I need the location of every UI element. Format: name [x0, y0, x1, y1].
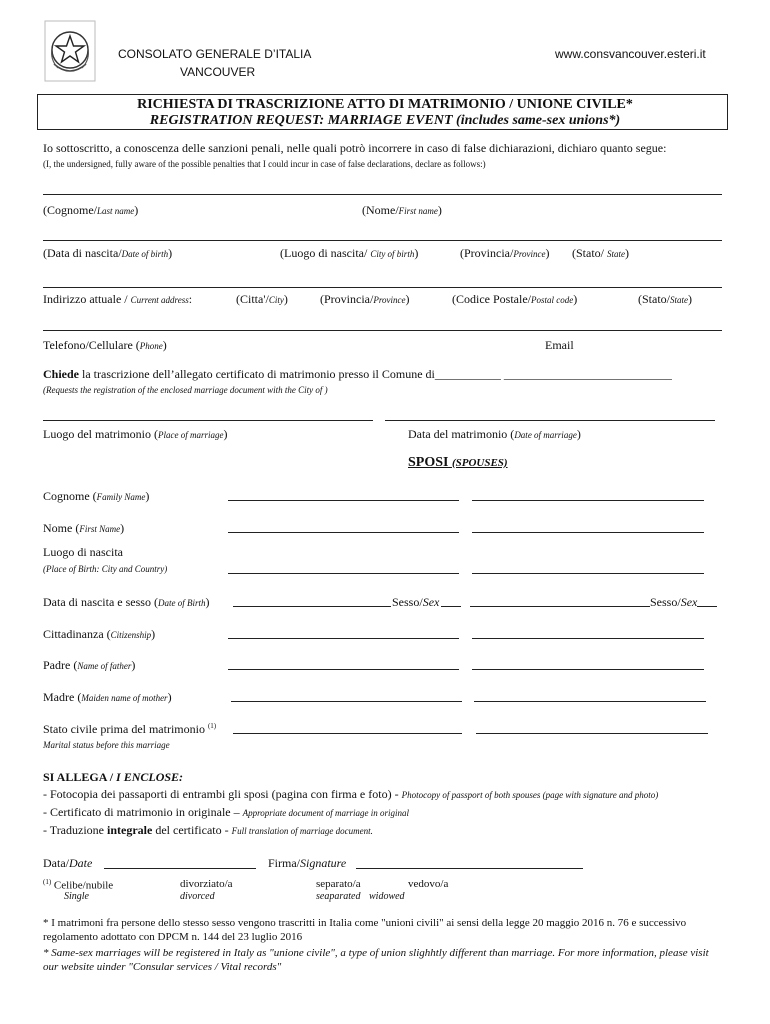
date-field[interactable] — [104, 868, 256, 869]
last-name-label: (Cognome/Last name) — [43, 203, 139, 217]
marital-option-divorced-en: divorced — [180, 891, 215, 902]
spouse2-family-name-field[interactable] — [472, 500, 704, 501]
spouse2-father-field[interactable] — [472, 669, 704, 670]
spouse1-marital-field[interactable] — [233, 733, 462, 734]
marriage-date-field[interactable] — [385, 420, 715, 421]
marital-option-widowed: vedovo/a — [408, 878, 449, 890]
birth-field[interactable] — [43, 240, 722, 241]
email-label: Email — [545, 338, 574, 352]
spouse-row-mother: Madre (Maiden name of mother) — [43, 690, 172, 704]
first-name-label: (Nome/First name) — [362, 203, 442, 217]
website-link[interactable]: www.consvancouver.esteri.it — [555, 47, 706, 61]
spouse1-family-name-field[interactable] — [228, 500, 459, 501]
footnote-italian: * I matrimoni fra persone dello stesso sesso vengono trascritti in Italia come "unioni civili" ai sensi della legge 20 maggio 2016 n. 76 e successivo regolamento adottato con DPCM n. 144 del 23 luglio 2016 — [43, 917, 687, 943]
enclosure-certificate: - Certificato di matrimonio in originale – Appropriate document of marriage in original — [43, 805, 410, 819]
spouse-row-family-name: Cognome (Family Name) — [43, 489, 150, 503]
spouse-row-birthplace: Luogo di nascita — [43, 545, 123, 559]
postal-code-label: (Codice Postale/Postal code) — [452, 292, 578, 306]
marriage-date-label: Data del matrimonio (Date of marriage) — [408, 427, 581, 441]
contact-field[interactable] — [43, 330, 722, 331]
spouse2-sex-field[interactable] — [697, 606, 717, 607]
province-label: (Provincia/Province) — [460, 246, 550, 260]
spouse-row-marital-status: Stato civile prima del matrimonio $^{(1)}$ — [43, 722, 217, 736]
enclosures-heading: SI ALLEGA / I ENCLOSE: — [43, 770, 184, 784]
name-field[interactable] — [43, 194, 722, 195]
marriage-place-label: Luogo del matrimonio (Place of marriage) — [43, 427, 228, 441]
marital-option-single: $^{(1)}$ Celibe/nubile — [43, 878, 114, 892]
intro-italian: Io sottoscritto, a conoscenza delle sanzioni penali, nelle quali potrò incorrere in caso di false dichiarazioni, dichiaro quanto segue: — [43, 141, 667, 155]
enclosure-passports: - Fotocopia dei passaporti di entrambi gli sposi (pagina con firma e foto) - Photocopy of passport of both spouses (page with signature and photo) — [43, 787, 659, 801]
phone-label: Telefono/Cellulare (Phone) — [43, 338, 167, 352]
consulate-name: CONSOLATO GENERALE D’ITALIA — [118, 47, 312, 61]
marital-option-separated: separato/a — [316, 878, 361, 890]
italian-republic-emblem-icon — [44, 20, 96, 82]
comune-field[interactable]: ___________ ____________________________ — [434, 367, 672, 381]
marital-option-single-en: Single — [64, 891, 89, 902]
city-label: (Citta'/City) — [236, 292, 288, 306]
consulate-city: VANCOUVER — [180, 65, 256, 79]
spouse-row-birth-sex: Data di nascita e sesso (Date of Birth) — [43, 595, 210, 609]
address-label: Indirizzo attuale / Current address: — [43, 292, 193, 306]
birth-date-label: (Data di nascita/Date of birth) — [43, 246, 173, 260]
spouse1-mother-field[interactable] — [231, 701, 462, 702]
spouse2-sex-label: Sesso/Sex — [650, 595, 698, 609]
request-english: (Requests the registration of the enclosed marriage document with the City of ) — [43, 385, 328, 395]
spouse2-marital-field[interactable] — [476, 733, 708, 734]
marital-option-separated-en: seaparated — [316, 891, 361, 902]
signature-field[interactable] — [356, 868, 583, 869]
form-title: RICHIESTA DI TRASCRIZIONE ATTO DI MATRIMONIO / UNIONE CIVILE* — [137, 97, 633, 112]
spouse1-citizenship-field[interactable] — [228, 638, 459, 639]
address-field[interactable] — [43, 287, 722, 288]
spouse1-birthdate-field[interactable] — [233, 606, 391, 607]
spouse2-first-name-field[interactable] — [472, 532, 704, 533]
spouse-row-birthplace-en: (Place of Birth: City and Country) — [43, 564, 168, 574]
form-subtitle: REGISTRATION REQUEST: MARRIAGE EVENT (includes same-sex unions*) — [149, 113, 621, 128]
marriage-place-field[interactable] — [43, 420, 373, 421]
spouse1-birthplace-field[interactable] — [228, 573, 459, 574]
signature-label: Firma/Signature — [268, 856, 347, 870]
enclosure-translation: - Traduzione integrale del certificato - Full translation of marriage document. — [43, 823, 373, 837]
state-label: (Stato/ State) — [572, 246, 629, 260]
spouse2-birthplace-field[interactable] — [472, 573, 704, 574]
address-state-label: (Stato/State) — [638, 292, 692, 306]
spouse-row-father: Padre (Name of father) — [43, 658, 136, 672]
address-province-label: (Provincia/Province) — [320, 292, 410, 306]
request-text: Chiede la trascrizione dell’allegato certificato di matrimonio presso il Comune di___________ ____________________________ — [43, 367, 672, 381]
marital-option-widowed-en: widowed — [369, 891, 405, 902]
spouse-row-citizenship: Cittadinanza (Citizenship) — [43, 627, 156, 641]
spouse2-birthdate-field[interactable] — [470, 606, 650, 607]
intro-english: (I, the undersigned, fully aware of the possible penalties that I could incur in case of false declarations, declare as follows:) — [43, 159, 486, 169]
spouse1-sex-field[interactable] — [441, 606, 461, 607]
spouse2-citizenship-field[interactable] — [472, 638, 704, 639]
spouse-row-first-name: Nome (First Name) — [43, 521, 125, 535]
date-label: Data/Date — [43, 856, 93, 870]
spouse2-mother-field[interactable] — [474, 701, 706, 702]
birth-place-label: (Luogo di nascita/ City of birth) — [280, 246, 419, 260]
spouse1-father-field[interactable] — [228, 669, 459, 670]
spouse1-sex-label: Sesso/Sex — [392, 595, 440, 609]
footnote-english: * Same-sex marriages will be registered in Italy as "unione civile", a type of union slighhtly different than marriage. For more information, please visit our website uinder "Consular services / Vital records" — [43, 947, 709, 973]
spouse1-first-name-field[interactable] — [228, 532, 459, 533]
spouses-heading: SPOSI (SPOUSES) — [408, 455, 508, 470]
spouse-row-marital-status-en: Marital status before this marriage — [43, 740, 170, 750]
marital-option-divorced: divorziato/a — [180, 878, 233, 890]
